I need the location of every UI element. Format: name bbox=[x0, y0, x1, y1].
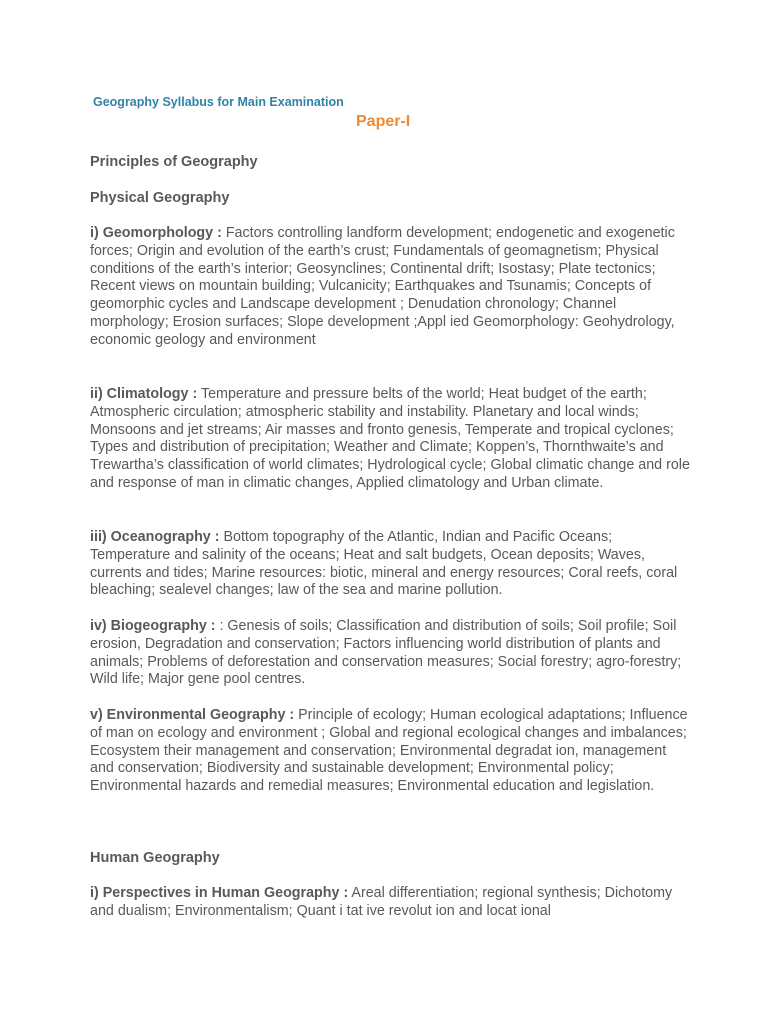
section-text: Areal differentiation; regional synthesis; Dichotomy and dualism; Environmentalism; Quant i tat ive revolut ion and locat ional bbox=[90, 885, 673, 919]
heading-principles-of-geography: Principles of Geography bbox=[90, 154, 258, 170]
section-environmental-geography bbox=[90, 707, 690, 796]
section-oceanography bbox=[90, 529, 690, 600]
section-geomorphology bbox=[90, 225, 690, 350]
heading-physical-geography: Physical Geography bbox=[90, 190, 230, 206]
section-lead: i) Perspectives in Human Geography : bbox=[90, 885, 349, 901]
document-title: Geography Syllabus for Main Examination bbox=[93, 95, 344, 109]
section-lead: v) Environmental Geography : bbox=[90, 707, 295, 723]
section-biogeography bbox=[90, 618, 690, 689]
section-text: Temperature and pressure belts of the world; Heat budget of the earth; Atmospheric circulation; atmospheric stability and instability. Planetary and local winds; Monsoons and jet streams; Air masses and fronto genesis, Temperate and tropical cyclones; Types and distribution of precipitation; Weather and Climate; Koppen’s, Thornthwaite’s and Trewartha’s classification of world climates; Hydrological cycle; Global climatic change and role and response of man in climatic changes, Applied climatology and Urban climate. bbox=[90, 386, 690, 491]
section-text: Principle of ecology; Human ecological adaptations; Influence of man on ecology and environment ; Global and regional ecological changes and imbalances; Ecosystem their management and conservation; Environmental degradat ion, management and conservation; Biodiversity and sustainable development; Environmental policy; Environmental hazards and remedial measures; Environmental education and legislation. bbox=[90, 707, 688, 795]
section-perspectives-in-human-geography bbox=[90, 885, 690, 921]
paper-label: Paper-I bbox=[356, 113, 411, 130]
section-text: Factors controlling landform development; endogenetic and exogenetic forces; Origin and evolution of the earth’s crust; Fundamentals of geomagnetism; Physical conditions of the earth’s interior; Geosynclines; Continental drift; Isostasy; Plate tectonics; Recent views on mountain building; Vulcanicity; Earthquakes and Tsunamis; Concepts of geomorphic cycles and Landscape development ; Denudation chronology; Channel morphology; Erosion surfaces; Slope development ;Appl ied Geomorphology: Geohydrology, economic geology and environment bbox=[90, 225, 675, 348]
section-lead: iv) Biogeography : bbox=[90, 618, 216, 634]
section-text: : Genesis of soils; Classification and distribution of soils; Soil profile; Soil erosion, Degradation and conservation; Factors influencing world distribution of plants and animals; Problems of deforestation and conservation measures; Social forestry; agro-forestry; Wild life; Major gene pool centres. bbox=[90, 618, 682, 688]
section-text: Bottom topography of the Atlantic, Indian and Pacific Oceans; Temperature and salinity of the oceans; Heat and salt budgets, Ocean deposits; Waves, currents and tides; Marine resources: biotic, mineral and energy resources; Coral reefs, coral bleaching; sealevel changes; law of the sea and marine pollution. bbox=[90, 529, 678, 599]
section-lead: i) Geomorphology : bbox=[90, 225, 222, 241]
section-lead: iii) Oceanography : bbox=[90, 529, 220, 545]
section-climatology bbox=[90, 386, 690, 493]
section-lead: ii) Climatology : bbox=[90, 386, 198, 402]
heading-human-geography: Human Geography bbox=[90, 850, 220, 866]
